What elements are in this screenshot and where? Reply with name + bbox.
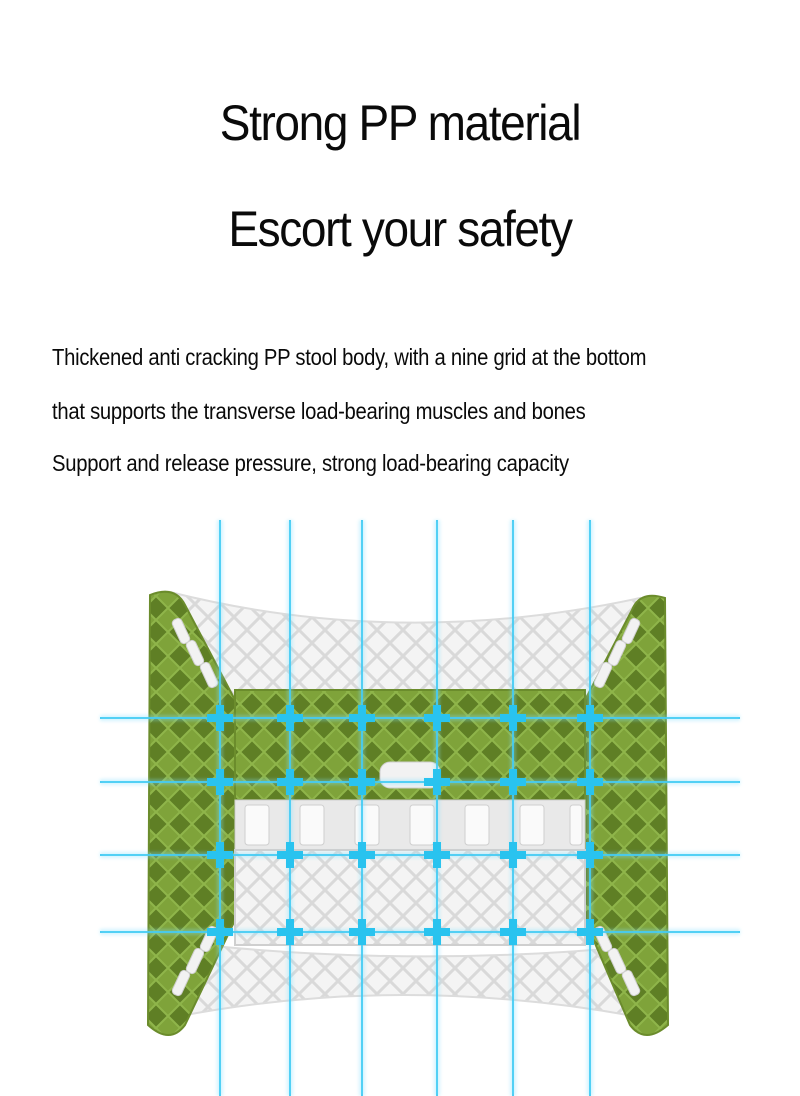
seat-bottom-edge [160,940,655,1020]
seat-top-edge [165,592,650,702]
stool-bottom-illustration [0,500,800,1096]
description-line-1: Thickened anti cracking PP stool body, with a nine grid at the bottom [52,344,647,370]
description-line-3: Support and release pressure, strong load-bearing capacity [52,450,569,476]
headline-line-2: Escort your safety [228,201,572,257]
description-line-2: that supports the transverse load-bearing muscles and bones [52,398,586,424]
headline-line-1: Strong PP material [219,95,581,151]
